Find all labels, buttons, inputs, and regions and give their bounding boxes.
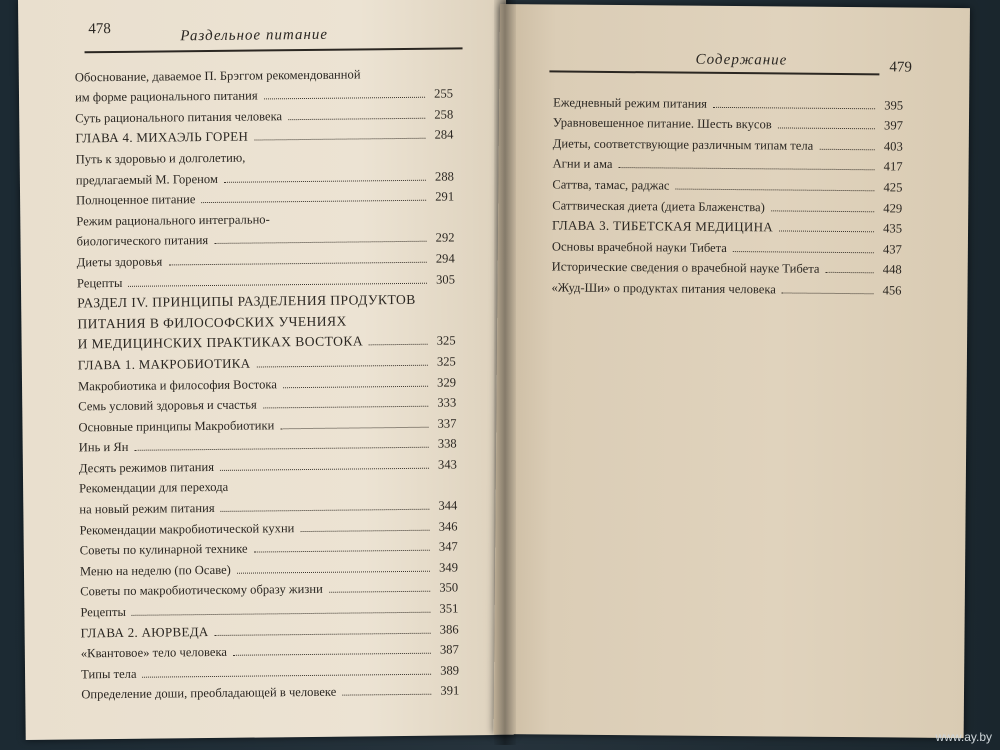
toc-leader-dots bbox=[369, 344, 428, 346]
book-spine bbox=[494, 0, 516, 745]
toc-leader-dots bbox=[713, 106, 875, 108]
toc-entry-page: 343 bbox=[437, 457, 457, 472]
toc-entry-title: биологического питания bbox=[76, 233, 209, 249]
toc-entry bbox=[77, 286, 455, 311]
toc-entry-title: предлагаемый М. Гореном bbox=[75, 171, 218, 187]
toc-entry bbox=[552, 212, 902, 236]
toc-entry-title: РАЗДЕЛ IV. ПРИНЦИПЫ РАЗДЕЛЕНИЯ ПРОДУКТОВ bbox=[77, 291, 416, 311]
toc-entry-page: 294 bbox=[435, 251, 455, 266]
toc-entry-page: 347 bbox=[438, 539, 458, 554]
toc-entry-title: Рецепты bbox=[80, 604, 126, 620]
toc-entry-page: 288 bbox=[434, 169, 454, 184]
right-page-number: 479 bbox=[889, 59, 913, 76]
toc-entry-page: 350 bbox=[439, 580, 459, 596]
toc-entry-title: Определение доши, преобладающей в человеке bbox=[81, 685, 337, 702]
toc-entry-title: Агни и ама bbox=[552, 156, 613, 172]
toc-entry-page: 417 bbox=[883, 159, 903, 174]
toc-entry-title: Советы по кулинарной технике bbox=[79, 541, 248, 558]
toc-entry-title: Семь условий здоровья и счастья bbox=[78, 397, 257, 414]
toc-leader-dots bbox=[215, 632, 431, 635]
toc-leader-dots bbox=[819, 149, 874, 150]
toc-leader-dots bbox=[214, 241, 426, 244]
toc-entry-page: 437 bbox=[882, 242, 902, 257]
toc-entry bbox=[553, 88, 903, 112]
toc-entry-title: Уравновешенное питание. Шесть вкусов bbox=[552, 115, 772, 132]
toc-entry-title: Саттва, тамас, раджас bbox=[552, 177, 670, 193]
toc-entry-title: Десять режимов питания bbox=[78, 459, 215, 476]
right-running-header: Содержание bbox=[695, 51, 788, 69]
toc-entry-title: Путь к здоровью и долголетию, bbox=[75, 150, 246, 167]
toc-leader-dots bbox=[254, 138, 425, 141]
toc-entry-page: 456 bbox=[882, 283, 902, 298]
left-page-number: 478 bbox=[88, 21, 111, 38]
toc-entry bbox=[552, 191, 902, 215]
toc-entry-page: 291 bbox=[435, 189, 455, 204]
toc-entry bbox=[553, 130, 903, 154]
toc-entry-page: 329 bbox=[437, 374, 457, 390]
toc-leader-dots bbox=[300, 529, 429, 531]
toc-entry-title: Режим рационального интегрально- bbox=[76, 212, 270, 229]
toc-entry-title: Рецепты bbox=[76, 275, 123, 290]
toc-leader-dots bbox=[224, 179, 426, 182]
toc-entry-page: 389 bbox=[440, 663, 460, 678]
toc-entry-title: Советы по макробиотическому образу жизни bbox=[80, 582, 323, 599]
toc-entry-page: 292 bbox=[435, 230, 455, 245]
toc-entry-title: «Квантовое» тело человека bbox=[80, 645, 228, 661]
toc-entry-page: 429 bbox=[883, 200, 903, 216]
toc-leader-dots bbox=[237, 571, 430, 574]
toc-entry-title: «Жуд-Ши» о продуктах питания человека bbox=[551, 280, 776, 297]
toc-entry-title: Типы тела bbox=[80, 666, 137, 682]
toc-entry-title: И МЕДИЦИНСКИХ ПРАКТИКАХ ВОСТОКА bbox=[77, 333, 364, 352]
right-header-rule bbox=[549, 70, 879, 74]
toc-entry-page: 337 bbox=[437, 416, 457, 431]
toc-leader-dots bbox=[168, 262, 426, 266]
toc-leader-dots bbox=[329, 591, 430, 593]
toc-leader-dots bbox=[618, 167, 874, 170]
toc-entry bbox=[553, 150, 903, 174]
toc-entry-page: 448 bbox=[882, 262, 902, 277]
toc-entry-page: 325 bbox=[436, 333, 456, 348]
toc-entry-title: Саттвическая диета (диета Блаженства) bbox=[552, 198, 765, 214]
toc-leader-dots bbox=[342, 694, 431, 696]
toc-leader-dots bbox=[233, 653, 431, 656]
toc-leader-dots bbox=[676, 189, 875, 192]
left-header-rule bbox=[85, 47, 463, 52]
toc-leader-dots bbox=[280, 426, 428, 429]
toc-entry-title: Ежедневный режим питания bbox=[553, 95, 708, 111]
toc-entry-title: Макробиотика и философия Востока bbox=[77, 376, 277, 393]
toc-entry-page: 284 bbox=[434, 127, 454, 143]
toc-leader-dots bbox=[254, 550, 430, 553]
toc-entry bbox=[81, 677, 459, 702]
toc-entry-page: 387 bbox=[439, 642, 459, 657]
left-page bbox=[18, 0, 514, 740]
toc-entry bbox=[553, 109, 903, 133]
toc-entry-page: 305 bbox=[435, 271, 456, 287]
toc-entry-title: Суть рационального питания человека bbox=[75, 109, 283, 126]
toc-entry-page: 344 bbox=[438, 498, 458, 513]
toc-leader-dots bbox=[263, 406, 428, 409]
toc-entry bbox=[552, 233, 902, 257]
toc-entry-page: 403 bbox=[883, 139, 903, 154]
toc-leader-dots bbox=[779, 231, 874, 233]
toc-entry bbox=[552, 171, 902, 195]
toc-entry-page: 338 bbox=[437, 436, 457, 451]
toc-entry-title: Диеты здоровья bbox=[76, 254, 163, 270]
right-page bbox=[494, 4, 970, 738]
toc-leader-dots bbox=[201, 200, 426, 203]
toc-entry-title: Основы врачебной науки Тибета bbox=[551, 239, 728, 255]
toc-leader-dots bbox=[221, 509, 430, 512]
toc-entry-title: ПИТАНИЯ В ФИЛОСОФСКИХ УЧЕНИЯХ bbox=[77, 313, 347, 332]
toc-entry-page: 349 bbox=[439, 560, 459, 575]
toc-leader-dots bbox=[771, 210, 874, 212]
toc-leader-dots bbox=[143, 674, 432, 678]
toc-entry-page: 333 bbox=[437, 395, 457, 410]
toc-entry-page: 435 bbox=[883, 221, 903, 236]
toc-entry-title: ГЛАВА 4. МИХАЭЛЬ ГОРЕН bbox=[75, 128, 249, 146]
toc-entry-title: Меню на неделю (по Осаве) bbox=[79, 562, 231, 579]
toc-leader-dots bbox=[826, 272, 874, 273]
toc-entry-page: 351 bbox=[439, 601, 459, 616]
toc-entry-page: 325 bbox=[436, 354, 456, 369]
toc-entry-title: Инь и Ян bbox=[78, 440, 129, 455]
toc-leader-dots bbox=[283, 385, 428, 388]
toc-entry-page: 425 bbox=[883, 180, 903, 195]
left-toc-list bbox=[75, 59, 460, 701]
toc-leader-dots bbox=[256, 365, 427, 368]
toc-entry bbox=[551, 274, 901, 298]
toc-entry-page: 386 bbox=[439, 622, 459, 637]
toc-leader-dots bbox=[778, 128, 875, 130]
toc-leader-dots bbox=[782, 292, 874, 294]
toc-entry-title: на новый режим питания bbox=[79, 501, 215, 517]
toc-entry bbox=[552, 253, 902, 277]
toc-entry-page: 391 bbox=[440, 683, 460, 699]
toc-entry-title: Рекомендации для перехода bbox=[79, 480, 229, 496]
toc-entry-title: Обоснование, даваемое П. Брэггом рекомендованной bbox=[74, 67, 361, 85]
toc-entry-page: 258 bbox=[434, 107, 454, 122]
right-toc-list bbox=[551, 88, 903, 297]
toc-entry-title: им форме рационального питания bbox=[74, 88, 258, 105]
toc-entry-title: Диеты, соответствующие различным типам тела bbox=[552, 136, 814, 153]
toc-entry-title: Основные принципы Макробиотики bbox=[78, 418, 275, 435]
toc-leader-dots bbox=[288, 118, 425, 120]
toc-entry-title: ГЛАВА 1. МАКРОБИОТИКА bbox=[77, 355, 251, 373]
toc-entry-page: 397 bbox=[884, 118, 904, 133]
toc-entry-title: Полноценное питание bbox=[76, 192, 196, 208]
toc-leader-dots bbox=[733, 251, 874, 253]
site-watermark: www.ay.by bbox=[935, 730, 992, 744]
toc-entry-page: 395 bbox=[884, 97, 904, 113]
toc-entry-title: ГЛАВА 2. АЮРВЕДА bbox=[80, 623, 209, 641]
toc-leader-dots bbox=[220, 468, 429, 471]
toc-entry-page: 346 bbox=[438, 519, 458, 534]
toc-entry-title: ГЛАВА 3. ТИБЕТСКАЯ МЕДИЦИНА bbox=[552, 217, 774, 235]
toc-entry-title: Исторические сведения о врачебной науке Тибета bbox=[551, 259, 820, 277]
toc-entry-page: 255 bbox=[434, 86, 454, 101]
toc-leader-dots bbox=[264, 97, 425, 100]
toc-entry-title: Рекомендации макробиотической кухни bbox=[79, 520, 295, 538]
left-running-header: Раздельное питание bbox=[180, 26, 329, 45]
